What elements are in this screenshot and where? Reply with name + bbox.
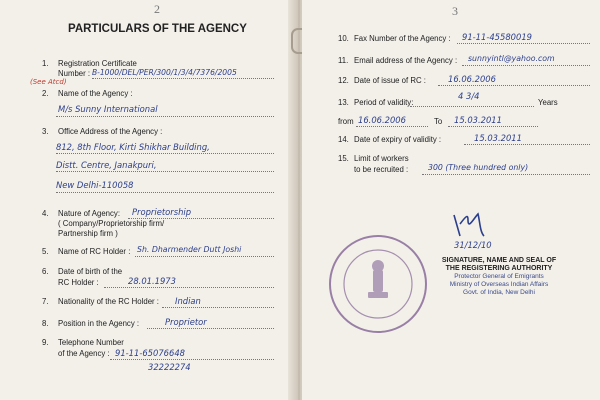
field-13-line [410,106,534,107]
field-7-value: Indian [175,296,201,306]
signature-date: 31/12/10 [454,240,492,250]
field-9-label: 9. Telephone Number [42,338,124,347]
field-12-value: 16.06.2006 [448,74,496,84]
field-2-label: 2. Name of the Agency : [42,89,133,98]
field-5-value: Sh. Dharmender Dutt Joshi [137,245,242,254]
field-8-line [147,328,274,329]
validity-to-label: To [434,117,443,126]
signature-block [414,257,584,297]
right-page [302,0,600,400]
field-4-value: Proprietorship [132,207,192,217]
field-11-label: 11. Email address of the Agency : [338,56,458,65]
page-title: PARTICULARS OF THE AGENCY [68,23,247,35]
field-6-value: 28.01.1973 [128,276,176,286]
field-13-value: 4 3/4 [458,91,480,101]
address-line-1 [56,153,274,154]
field-5-line [135,256,274,257]
field-12-label: 12. Date of issue of RC : [338,76,426,85]
field-15-line [422,174,590,175]
address-line-2 [56,171,274,172]
field-10-line [457,43,590,44]
field-1-note: (See Atcd) [30,78,67,86]
signature-heading-1: SIGNATURE, NAME AND SEAL OF [441,257,557,264]
field-3-line-2: Distt. Centre, Janakpuri, [56,160,157,170]
field-9-label-2: of the Agency : [58,349,110,358]
field-14-value: 15.03.2011 [474,133,522,143]
field-15-label: 15. Limit of workers [338,154,409,163]
field-2-line [56,116,274,117]
field-6-label-2: RC Holder : [58,278,99,287]
field-12-line [438,85,590,86]
page-number: 3 [452,4,458,18]
field-8-value: Proprietor [165,317,207,327]
field-10-value: 91-11-45580019 [462,32,532,42]
signature-line-4: Ministry of Overseas Indian Affairs [449,281,549,288]
field-11-line [462,65,590,66]
field-4-label: 4. Nature of Agency: [42,209,120,218]
signature-scribble [450,210,490,240]
signature-line-3: Protector General of Emigrants [454,273,544,280]
field-1-line [92,78,274,79]
field-7-line [162,307,274,308]
validity-to-line [448,126,538,127]
field-1-label-2: Number : [58,69,91,78]
field-1-value: B-1000/DEL/PER/300/1/3/4/7376/2005 [92,68,237,77]
field-14-label: 14. Date of expiry of validity : [338,135,442,144]
field-11-value: sunnyintl@yahoo.com [468,54,555,63]
field-3-label: 3. Office Address of the Agency : [42,127,163,136]
validity-to-value: 15.03.2011 [454,115,502,125]
field-4-label-3: Partnership firm ) [58,229,118,238]
address-line-3 [56,192,274,193]
field-8-label: 8. Position in the Agency : [42,319,140,328]
validity-from-line [356,126,428,127]
field-9-line [110,359,274,360]
field-10-label: 10. Fax Number of the Agency : [338,34,451,43]
field-3-line-3: New Delhi-110058 [56,180,134,190]
page-number: 2 [154,2,160,16]
field-1-label: 1. Registration Certificate [42,59,137,68]
field-4-label-2: ( Company/Proprietorship firm/ [58,219,165,228]
validity-from-label: from [338,117,354,126]
field-2-value: M/s Sunny International [58,104,158,114]
field-14-line [464,144,590,145]
field-5-label: 5. Name of RC Holder : [42,247,131,256]
field-6-label: 6. Date of birth of the [42,267,123,276]
field-3-line-1: 812, 8th Floor, Kirti Shikhar Building, [56,142,210,152]
field-15-value: 300 (Three hundred only) [428,163,529,172]
validity-from-value: 16.06.2006 [358,115,406,125]
field-13-label: 13. Period of validity: [338,98,414,107]
field-9-value-2: 32222274 [148,362,191,372]
field-13-suffix: Years [538,98,558,107]
signature-line-5: Govt. of India, New Delhi [463,289,535,296]
field-6-line [104,287,274,288]
signature-heading-2: THE REGISTERING AUTHORITY [445,265,553,272]
field-15-label-2: to be recruited : [354,165,409,174]
field-7-label: 7. Nationality of the RC Holder : [42,297,159,306]
field-9-value: 91-11-65076648 [115,348,185,358]
